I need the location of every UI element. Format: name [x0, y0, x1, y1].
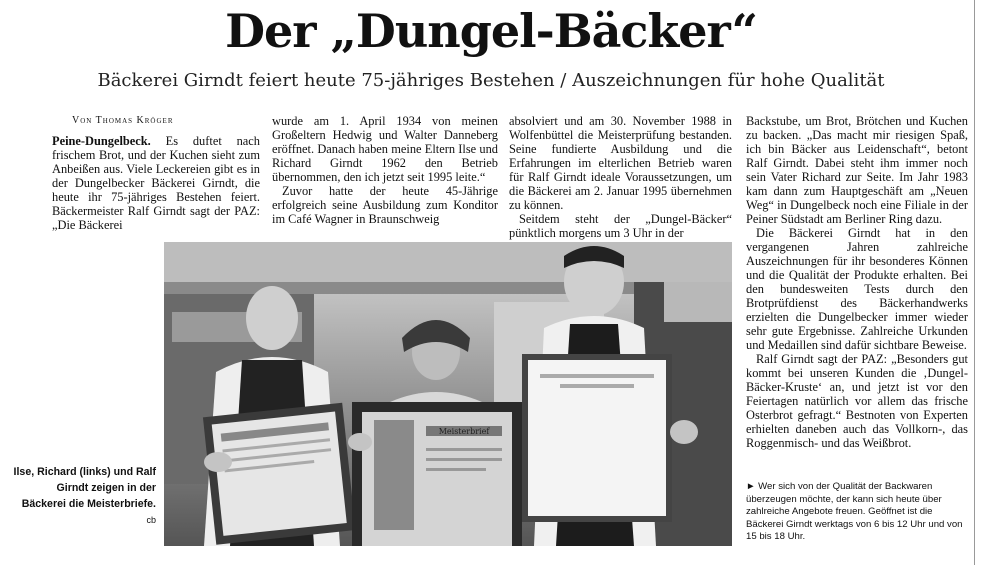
dateline: Peine-Dungelbeck. [52, 134, 151, 148]
col4-paragraph-2: Die Bäckerei Girndt hat in den vergangenen Jahren zahlreiche Auszeichnungen für ihr besonderes Können und die Qualität der Produkte erhalten. Bei den bundesweiten Tests durch den Brotprüfdienst des Bäckerhandwerks erzielten die Dungelbecker immer wieder sehr gute Ergebnisse. Zahlreiche Urkunden und Medaillen sind dafür sichtbare Beweise. [746, 226, 968, 352]
article-column-3 [509, 114, 732, 240]
article-column-1 [52, 114, 260, 232]
photo-caption [10, 464, 156, 528]
subheadline: Bäckerei Girndt feiert heute 75-jähriges Bestehen / Auszeichnungen für hohe Qualität [97, 70, 885, 91]
article-column-2 [272, 114, 498, 226]
col4-paragraph-1: Backstube, um Brot, Brötchen und Kuchen zu backen. „Das macht mir riesigen Spaß, ich bin Bäcker aus Leidenschaft“, betont Ralf Girndt. Dabei steht ihm immer noch sein Vater Richard zur Seite. Im Jahr 1983 kam dann zum Hauptgeschäft am „Neuen Weg“ in Dungelbeck noch eine Filiale in der Peiner Südstadt am Berliner Ring dazu. [746, 114, 968, 226]
col1-text: Es duftet nach frischem Brot, und der Kuchen sieht zum Anbeißen aus. Viele Leckereien gibt es in der Dungelbecker Bäckerei Girndt, die heute ihr 75-jähriges Bestehen feiert. Bäckermeister Ralf Girndt sagt der PAZ: „Die Bäckerei [52, 134, 260, 232]
byline: Von Thomas Kröger [72, 115, 174, 126]
col3-paragraph-2: Seitdem steht der „Dungel-Bäcker“ pünktlich morgens um 3 Uhr in der [509, 212, 732, 240]
col4-paragraph-3: Ralf Girndt sagt der PAZ: „Besonders gut kommt bei unseren Kunden die ‚Dungel-Bäcker-Kruste‘ an, und jetzt ist vor den Feiertagen natürlich vor allem das frische Osterbrot gefragt.“ Bestnoten von Experten erhielten daneben auch das Vollkorn-, das Roggenmisch- und das Weißbrot. [746, 352, 968, 450]
headline: Der „Dungel-Bäcker“ [225, 4, 757, 58]
col2-paragraph-2: Zuvor hatte der heute 45-Jährige erfolgreich seine Ausbildung zum Konditor im Café Wagner in Braunschweig [272, 184, 498, 226]
certificate-title: Meisterbrief [438, 427, 490, 436]
caption-text: Ilse, Richard (links) und Ralf Girndt zeigen in der Bäckerei die Meisterbriefe. [13, 466, 156, 510]
article-column-4 [746, 114, 968, 450]
col3-paragraph-1: absolviert und am 30. November 1988 in Wolfenbüttel die Meisterprüfung bestanden. Seine fundierte Ausbildung und die Erfahrungen im elterlichen Betrieb waren für Ralf Girndt ideale Voraussetzungen, um die Bäckerei am 2. Januar 1995 übernehmen zu können. [509, 114, 732, 212]
info-note: ► Wer sich von der Qualität der Backwaren überzeugen möchte, der kann sich heute über zahlreiche Angebote freuen. Geöffnet ist die Bäckerei Girndt werktags von 6 bis 12 Uhr und von 15 bis 18 Uhr. [746, 481, 963, 543]
col2-paragraph-1: wurde am 1. April 1934 von meinen Großeltern Hedwig und Walter Danneberg eröffnet. Danach haben meine Eltern Ilse und Richard Girndt 1962 den Betrieb übernommen, den ich jetzt seit 1995 leite.“ [272, 114, 498, 184]
photo-credit: cb [146, 515, 156, 525]
photo-illustration [164, 242, 732, 546]
bakery-photo [164, 242, 732, 546]
